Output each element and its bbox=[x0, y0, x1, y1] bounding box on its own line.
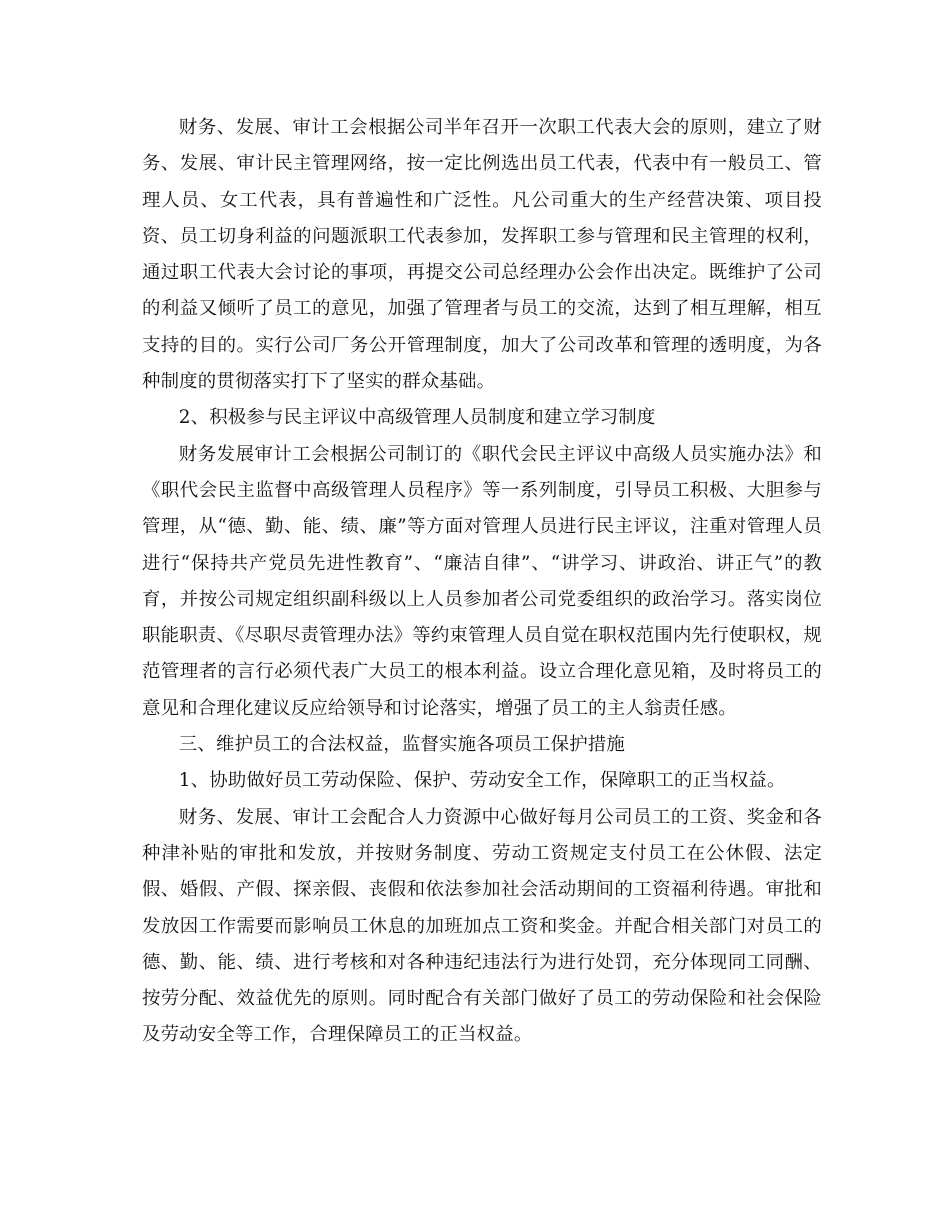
paragraph-labor-protection: 财务、发展、审计工会配合人力资源中心做好每月公司员工的工资、奖金和各种津补贴的审批和发放，并按财务制度、劳动工资规定支付员工在公休假、法定假、婚假、产假、探亲假、丧假和依法参加社会活动期间的工资福利待遇。审批和发放因工作需要而影响员工休息的加班加点工资和奖金。并配合相关部门对员工的德、勤、能、绩、进行考核和对各种违纪违法行为进行处罚，充分体现同工同酬、按劳分配、效益优先的原则。同时配合有关部门做好了员工的劳动保险和社会保险及劳动安全等工作，合理保障员工的正当权益。 bbox=[142, 806, 822, 1046]
heading-evaluation-and-study: 2、积极参与民主评议中高级管理人员制度和建立学习制度 bbox=[178, 407, 656, 429]
heading-labor-protection: 1、协助做好员工劳动保险、保护、劳动安全工作，保障职工的正当权益。 bbox=[178, 770, 786, 792]
document-body bbox=[142, 110, 822, 1054]
heading-section-three: 三、维护员工的合法权益，监督实施各项员工保护措施 bbox=[178, 734, 625, 756]
paragraph-evaluation-and-study: 财务发展审计工会根据公司制订的《职代会民主评议中高级人员实施办法》和《职代会民主监督中高级管理人员程序》等一系列制度，引导员工积极、大胆参与管理，从“德、勤、能、绩、廉”等方面对管理人员进行民主评议，注重对管理人员进行“保持共产党员先进性教育”、“廉洁自律”、“讲学习、讲政治、讲正气”的教育，并按公司规定组织副科级以上人员参加者公司党委组织的政治学习。落实岗位职能职责、《尽职尽责管理办法》等约束管理人员自觉在职权范围内先行使职权，规范管理者的言行必须代表广大员工的根本利益。设立合理化意见箱，及时将员工的意见和合理化建议反应给领导和讨论落实，增强了员工的主人翁责任感。 bbox=[142, 443, 822, 719]
paragraph-democratic-management: 财务、发展、审计工会根据公司半年召开一次职工代表大会的原则，建立了财务、发展、审计民主管理网络，按一定比例选出员工代表，代表中有一般员工、管理人员、女工代表，具有普遍性和广泛性。凡公司重大的生产经营决策、项目投资、员工切身利益的问题派职工代表参加，发挥职工参与管理和民主管理的权利，通过职工代表大会讨论的事项，再提交公司总经理办公会作出决定。既维护了公司的利益又倾听了员工的意见，加强了管理者与员工的交流，达到了相互理解，相互支持的目的。实行公司厂务公开管理制度，加大了公司改革和管理的透明度，为各种制度的贯彻落实打下了坚实的群众基础。 bbox=[142, 117, 822, 393]
